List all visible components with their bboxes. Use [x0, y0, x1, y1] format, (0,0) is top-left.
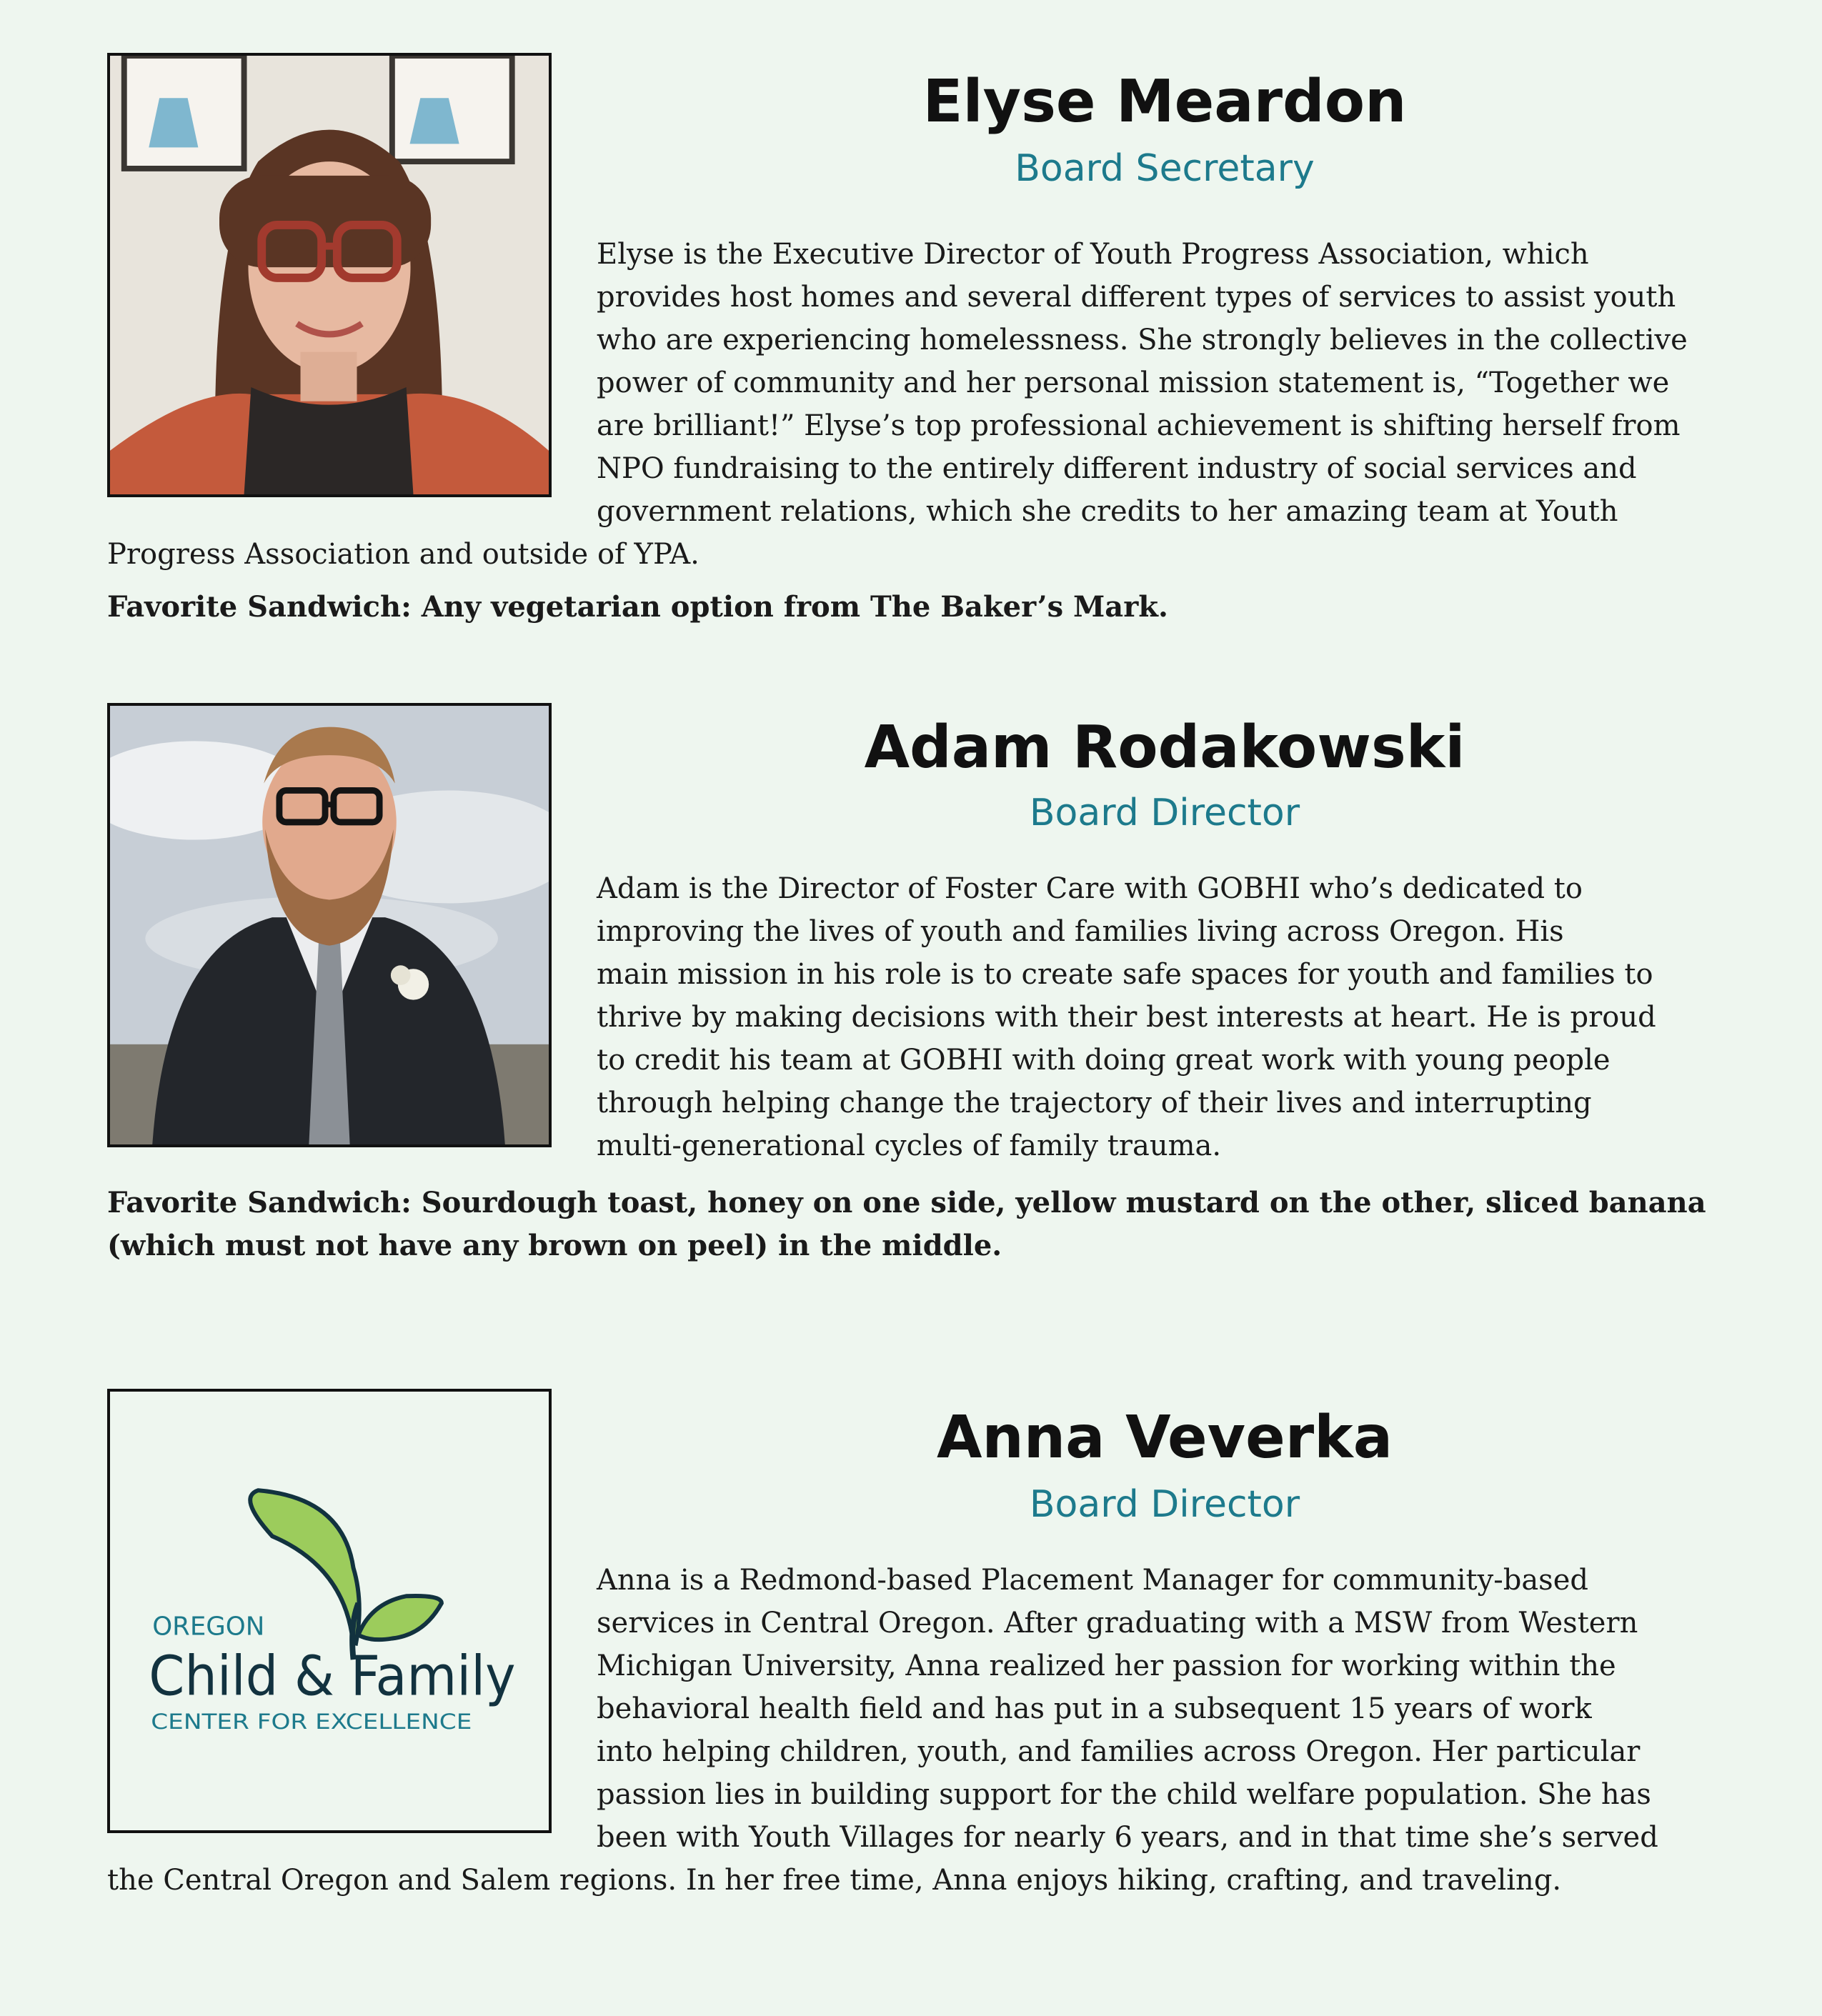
bio-line: to credit his team at GOBHI with doing great work with young people [597, 1044, 1611, 1077]
favorite-sandwich [107, 586, 1751, 629]
bio-line: been with Youth Villages for nearly 6 years, and in that time she’s served [597, 1821, 1658, 1854]
bio-line: multi-generational cycles of family trauma. [597, 1129, 1222, 1162]
bio-line: who are experiencing homelessness. She strongly believes in the collective [597, 324, 1688, 356]
member-name: Anna Veverka [936, 1404, 1393, 1472]
bio-line: provides host homes and several different types of services to assist youth [597, 281, 1676, 314]
member-role: Board Director [1029, 792, 1300, 834]
bio-line: Elyse is the Executive Director of Youth Progress Association, which [597, 238, 1589, 271]
logo-line-oregon: OREGON [152, 1612, 265, 1642]
member-role: Board Secretary [1015, 147, 1315, 190]
bio-line: main mission in his role is to create safe spaces for youth and families to [597, 958, 1653, 991]
favorite-sandwich [107, 1182, 1751, 1267]
favorite-sandwich-line: (which must not have any brown on peel) in the middle. [107, 1229, 1002, 1262]
bio-line: through helping change the trajectory of their lives and interrupting [597, 1087, 1592, 1119]
member-bio [107, 233, 1751, 576]
bio-line: services in Central Oregon. After graduating with a MSW from Western [597, 1607, 1638, 1640]
bio-line: into helping children, youth, and families across Oregon. Her particular [597, 1735, 1641, 1768]
bio-line: Michigan University, Anna realized her passion for working within the [597, 1650, 1616, 1682]
bio-line: improving the lives of youth and families living across Oregon. His [597, 915, 1564, 948]
logo-line-child-family: Child & Family [149, 1645, 516, 1709]
bio-line: thrive by making decisions with their best interests at heart. He is proud [597, 1001, 1656, 1034]
bio-line: the Central Oregon and Salem regions. In her free time, Anna enjoys hiking, crafting, and traveling. [107, 1864, 1562, 1897]
bio-line: behavioral health field and has put in a subsequent 15 years of work [597, 1692, 1592, 1725]
logo-line-center: CENTER FOR EXCELLENCE [151, 1709, 472, 1734]
member-name: Adam Rodakowski [864, 714, 1465, 782]
bio-line: are brilliant!” Elyse’s top professional achievement is shifting herself from [597, 409, 1681, 442]
member-bio [107, 1559, 1751, 1902]
bio-line: Anna is a Redmond-based Placement Manager for community-based [597, 1564, 1588, 1597]
member-bio [107, 867, 1751, 1167]
bio-line: government relations, which she credits to her amazing team at Youth [597, 495, 1618, 528]
bio-line: Adam is the Director of Foster Care with GOBHI who’s dedicated to [597, 872, 1583, 905]
member-name: Elyse Meardon [922, 68, 1407, 136]
favorite-sandwich-line: Favorite Sandwich: Any vegetarian option from The Baker’s Mark. [107, 590, 1168, 624]
bio-line: passion lies in building support for the child welfare population. She has [597, 1778, 1651, 1811]
bio-line: power of community and her personal mission statement is, “Together we [597, 366, 1670, 399]
bio-line: NPO fundraising to the entirely different industry of social services and [597, 452, 1637, 485]
favorite-sandwich-line: Favorite Sandwich: Sourdough toast, honey on one side, yellow mustard on the other, sliced banana [107, 1186, 1706, 1219]
bio-line: Progress Association and outside of YPA. [107, 538, 700, 571]
member-role: Board Director [1029, 1483, 1300, 1526]
